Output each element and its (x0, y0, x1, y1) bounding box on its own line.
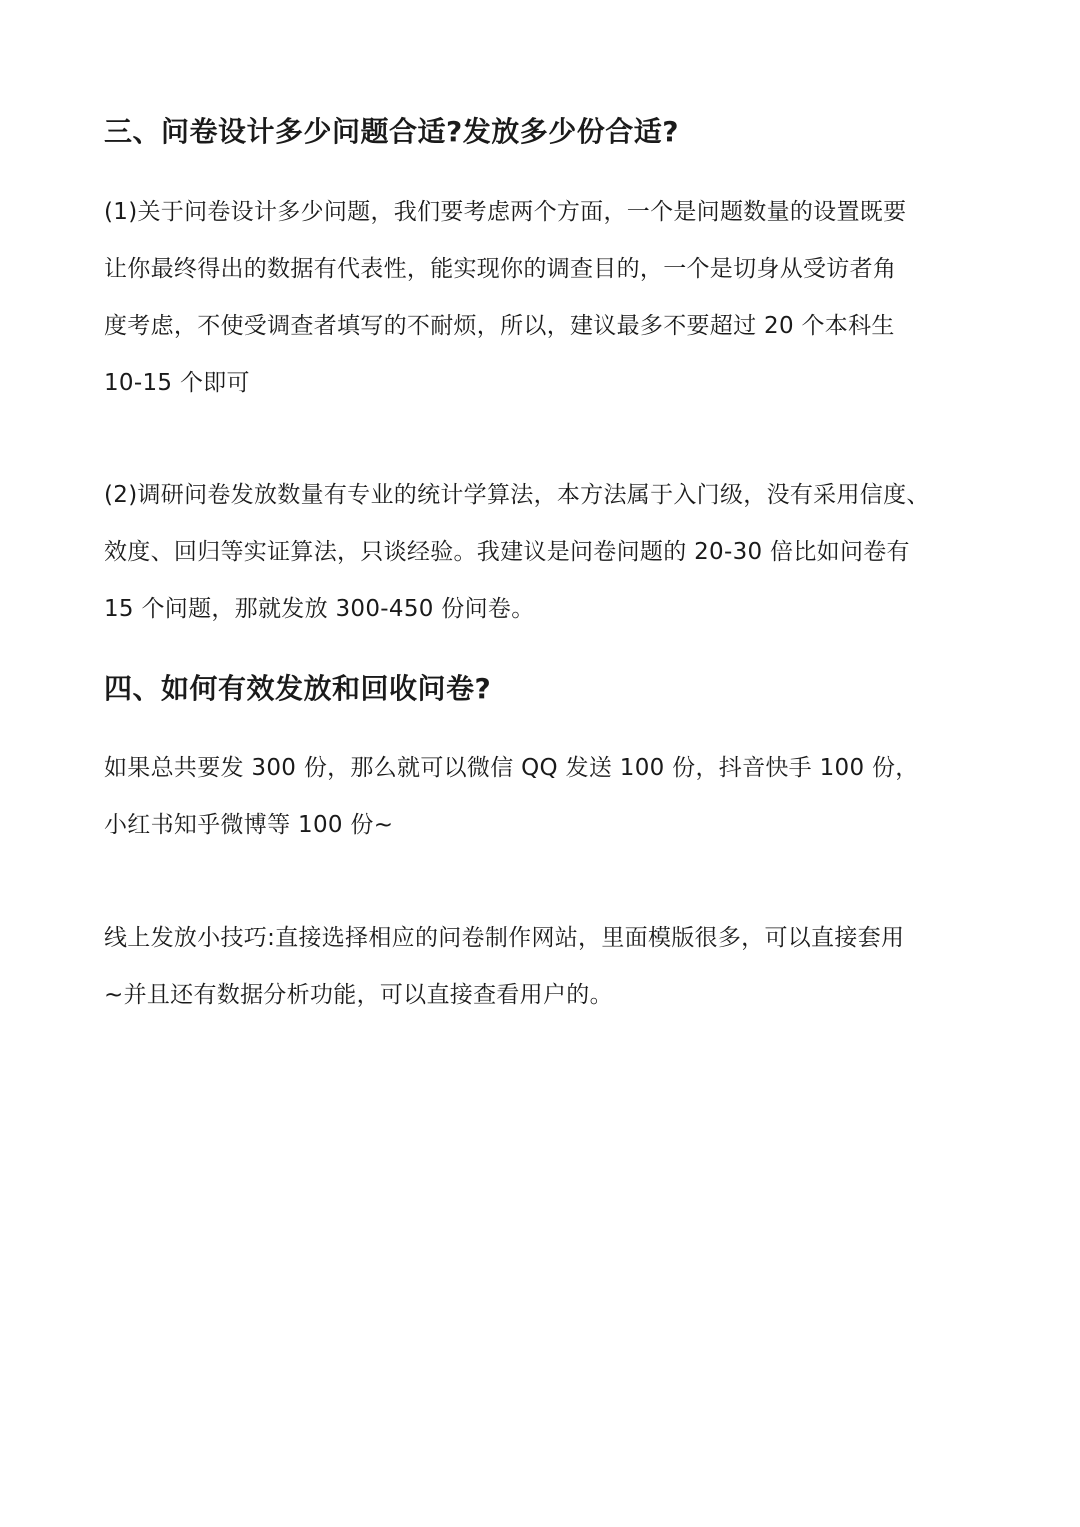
text-line: 线上发放小技巧:直接选择相应的问卷制作网站，里面模版很多，可以直接套用 (104, 925, 905, 951)
text-line: (1)关于问卷设计多少问题，我们要考虑两个方面，一个是问题数量的设置既要 (104, 199, 907, 225)
text-line: 15 个问题，那就发放 300-450 份问卷。 (104, 596, 535, 622)
text-line: 让你最终得出的数据有代表性，能实现你的调查目的，一个是切身从受访者角 (104, 256, 897, 282)
section-4-paragraph-1 (104, 740, 984, 854)
text-line: 度考虑，不使受调查者填写的不耐烦，所以，建议最多不要超过 20 个本科生 (104, 313, 895, 339)
section-4-heading: 四、如何有效发放和回收问卷? (104, 672, 492, 705)
section-3-paragraph-2 (104, 467, 984, 638)
text-line: (2)调研问卷发放数量有专业的统计学算法，本方法属于入门级，没有采用信度、 (104, 482, 930, 508)
section-4-paragraph-2 (104, 910, 984, 1024)
text-line: 小红书知乎微博等 100 份~ (104, 812, 394, 838)
text-line: 如果总共要发 300 份，那么就可以微信 QQ 发送 100 份，抖音快手 100 份， (104, 755, 919, 781)
section-3-heading: 三、问卷设计多少问题合适?发放多少份合适? (104, 115, 679, 148)
text-line: 效度、回归等实证算法，只谈经验。我建议是问卷问题的 20-30 倍比如问卷有 (104, 539, 910, 565)
section-3-paragraph-1 (104, 184, 984, 412)
text-line: ~并且还有数据分析功能，可以直接查看用户的。 (104, 982, 613, 1008)
text-line: 10-15 个即可 (104, 370, 250, 396)
